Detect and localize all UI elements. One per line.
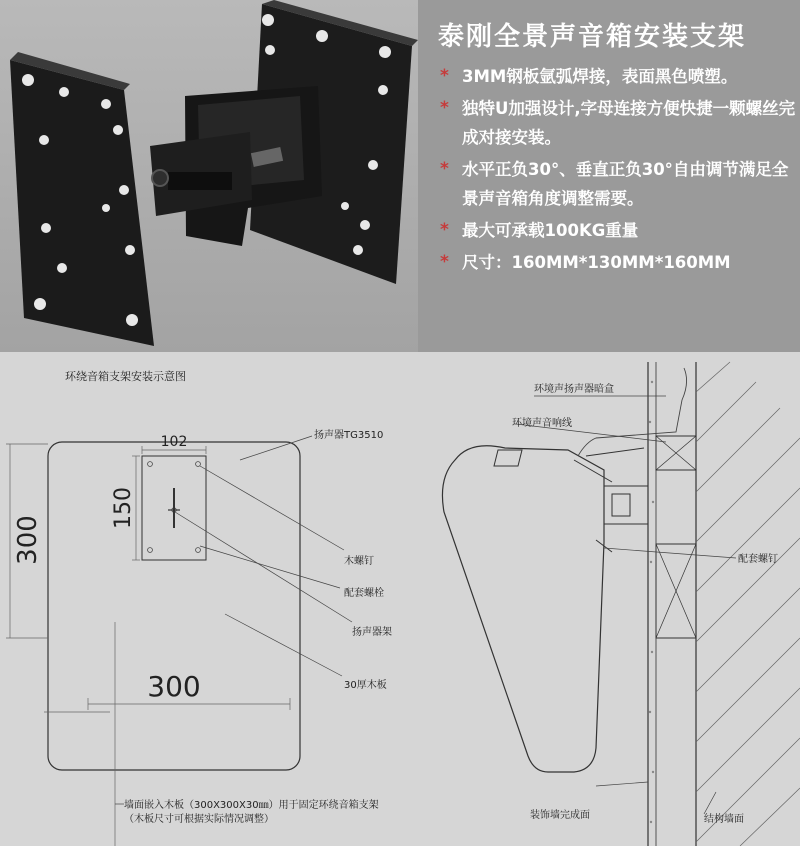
spec-list bbox=[434, 62, 796, 280]
dim-bracket-width: 102 bbox=[160, 434, 188, 450]
speaker-side-view bbox=[442, 446, 604, 772]
spec-item: * 尺寸：160MM*130MM*160MM bbox=[434, 248, 796, 277]
label-finished-wall: 装饰墙完成面 bbox=[530, 810, 590, 821]
dim-board-height: 300 bbox=[13, 515, 43, 565]
label-wood-screw: 木螺钉 bbox=[344, 556, 374, 567]
bullet-star-icon: * bbox=[440, 220, 449, 240]
bullet-star-icon: * bbox=[440, 159, 449, 179]
dim-bracket-height: 150 bbox=[111, 487, 136, 529]
spec-item: * 3MM钢板氩弧焊接，表面黑色喷塑。 bbox=[434, 62, 796, 91]
bullet-star-icon: * bbox=[440, 252, 449, 272]
structural-wall-hatch bbox=[696, 362, 800, 846]
speaker-cable bbox=[578, 368, 687, 456]
spec-panel bbox=[418, 0, 800, 352]
spec-item: * 最大可承载100KG重量 bbox=[434, 216, 796, 245]
label-junction-box: 环境声扬声器暗盒 bbox=[534, 384, 614, 395]
label-structural-wall: 结构墙面 bbox=[704, 814, 744, 825]
label-speaker-cable: 环境声音响线 bbox=[512, 418, 572, 429]
bracket-photo bbox=[0, 0, 418, 352]
label-board: 30厚木板 bbox=[344, 680, 387, 691]
diagram-title: 环绕音箱支架安装示意图 bbox=[65, 370, 186, 383]
label-screw-side: 配套螺钉 bbox=[738, 554, 778, 565]
installation-diagram bbox=[0, 352, 800, 846]
note-line-2: （木板尺寸可根据实际情况调整） bbox=[124, 814, 274, 825]
bullet-star-icon: * bbox=[440, 66, 449, 86]
spec-title: 泰刚全景声音箱安装支架 bbox=[438, 22, 747, 52]
label-bracket: 扬声器架 bbox=[352, 627, 392, 638]
spec-item: * 独特U加强设计,字母连接方便快捷一颗螺丝完成对接安装。 bbox=[434, 94, 796, 152]
note-line-1: 墙面嵌入木板（300X300X30㎜）用于固定环绕音箱支架 bbox=[124, 800, 379, 811]
bullet-star-icon: * bbox=[440, 98, 449, 118]
spec-item: * 水平正负30°、垂直正负30°自由调节满足全景声音箱角度调整需要。 bbox=[434, 155, 796, 213]
label-bolt: 配套螺栓 bbox=[344, 588, 384, 599]
label-speaker: 扬声器TG3510 bbox=[314, 430, 384, 441]
dim-board-width: 300 bbox=[147, 670, 201, 703]
